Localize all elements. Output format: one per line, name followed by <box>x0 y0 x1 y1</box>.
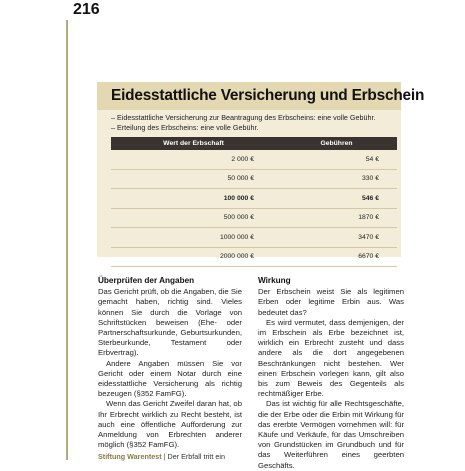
left-column <box>98 276 242 450</box>
body-paragraph: Andere Angaben müssen Sie vor Gericht oder einem Notar durch eine eidesstattliche Versicherung als richtig bezeugen (§352 FamFG). <box>98 358 242 399</box>
fee-table-cell-value: 100 000 € <box>111 189 276 209</box>
footer-chapter: Der Erbfall tritt ein <box>167 452 226 461</box>
fee-table-cell-fee: 330 € <box>276 169 397 189</box>
info-box-line: – Erteilung des Erbscheins: eine volle Gebühr. <box>111 123 259 132</box>
body-paragraph: Es wird vermutet, dass demjenigen, der im Erbschein als Erbe bezeichnet ist, wirklich ein Erbrecht zusteht und dass andere als die dort angegebenen Beschränkungen nicht bestehen. Wer einen Erbschein vorlegen kann, gilt also bis zum Beweis des Gegenteils als rechtmäßiger Erbe. <box>258 317 404 399</box>
fee-table-cell-value: 2 000 € <box>111 150 276 169</box>
fee-table-cell-value: 2000 000 € <box>111 247 276 267</box>
info-box <box>97 82 425 261</box>
fee-table-cell-value: 50 000 € <box>111 169 276 189</box>
fee-table-row <box>111 247 397 267</box>
fee-table-cell-fee: 6670 € <box>276 247 397 267</box>
page-number: 216 <box>73 1 100 18</box>
body-paragraph: Der Erbschein weist Sie als legitimen Erben oder legitime Erbin aus. Was bedeutet das? <box>258 287 404 317</box>
fee-table-cell-fee: 54 € <box>276 150 397 169</box>
section-heading-wirkung: Wirkung <box>258 276 291 285</box>
footer-brand: Stiftung Warentest <box>98 452 162 461</box>
fee-table-row <box>111 189 397 209</box>
fee-table-cell-fee: 546 € <box>276 189 397 209</box>
fee-table-cell-fee: 1870 € <box>276 208 397 228</box>
fee-table-cell-value: 1000 000 € <box>111 228 276 248</box>
info-box-line: – Eidesstattliche Versicherung zur Beantragung des Erbscheins: eine volle Gebühr. <box>111 113 376 122</box>
fee-table-row <box>111 150 397 169</box>
fee-table <box>111 137 397 267</box>
footer-separator: | <box>163 452 166 461</box>
section-heading-pruefung: Überprüfen der Angaben <box>98 276 195 285</box>
body-paragraph: Das ist wichtig für alle Rechtsgeschäfte, die der Erbe oder die Erbin mit Wirkung für das ererbte Vermögen vornehmen will: für Käufe und Verkäufe, für das Umschreiben von Grundstücken im Grundbuch und für das Weiterführen eines geerbten Geschäfts. <box>258 399 404 470</box>
fee-table-row <box>111 228 397 248</box>
page-footer <box>98 452 225 461</box>
fee-table-header-row <box>111 137 397 150</box>
fee-table-cell-fee: 3470 € <box>276 228 397 248</box>
fee-table-row <box>111 169 397 189</box>
fee-table-header-fee: Gebühren <box>276 137 397 150</box>
margin-bar <box>66 20 68 460</box>
right-column <box>258 276 404 471</box>
fee-table-cell-value: 500 000 € <box>111 208 276 228</box>
info-box-title: Eidesstattliche Versicherung und Erbschein <box>111 87 425 104</box>
body-paragraph: Das Gericht prüft, ob die Angaben, die Sie gemacht haben, richtig sind. Vieles können Sie durch die Vorlage von Schriftstücken beweisen (Ehe- oder Partnerschaftsurkunde, Geburtsurkunden, Sterbeurkunde, Testament oder Erbvertrag). <box>98 287 242 358</box>
fee-table-row <box>111 208 397 228</box>
fee-table-header-value: Wert der Erbschaft <box>111 137 276 150</box>
body-paragraph: Wenn das Gericht Zweifel daran hat, ob Ihr Erbrecht wirklich zu Recht besteht, ist auch eine öffentliche Aufforderung zur Anmeldung von Erbrechten anderer möglich (§352 FamFG). <box>98 399 242 450</box>
info-box-header <box>97 82 425 110</box>
